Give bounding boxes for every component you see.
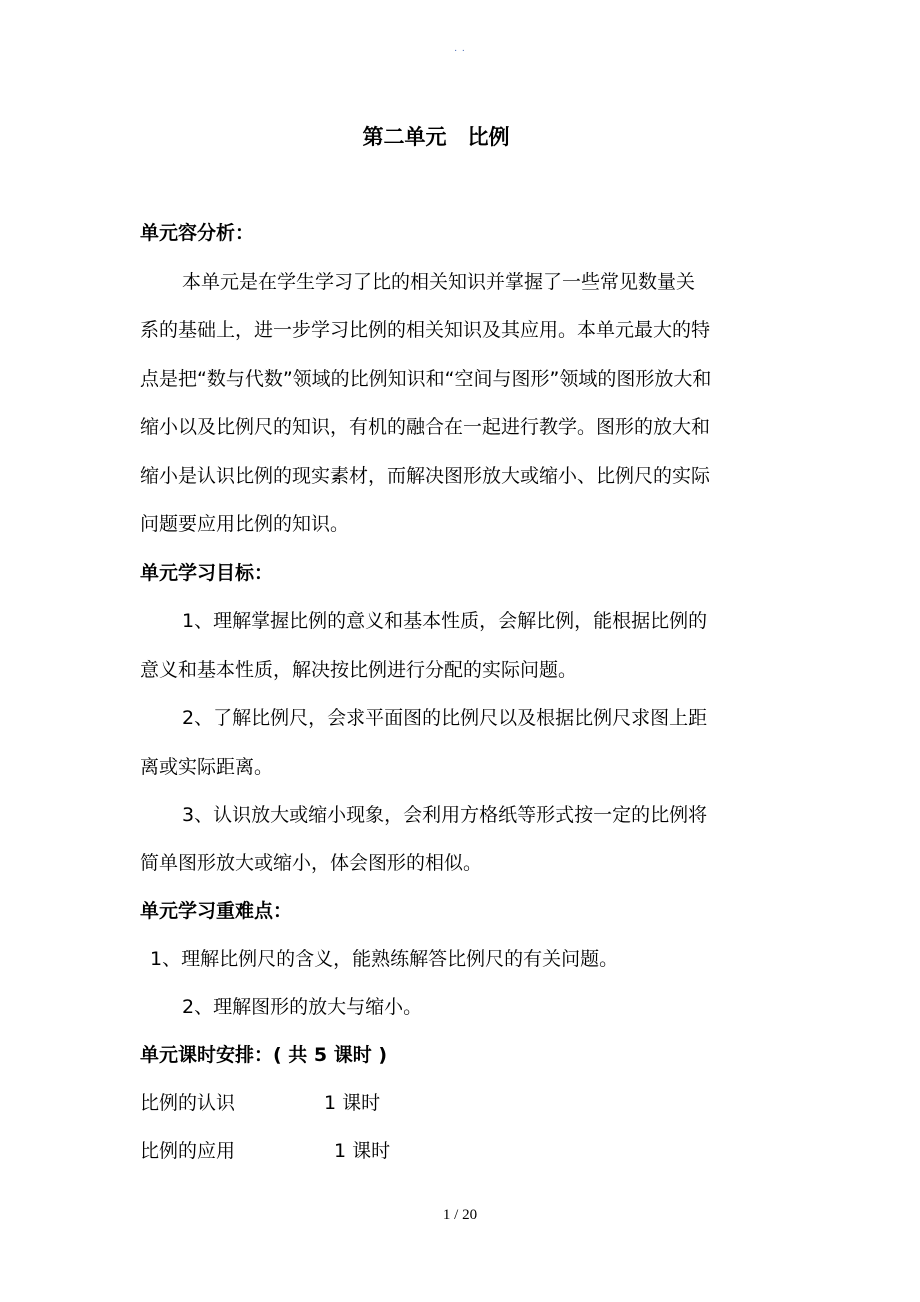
analysis-paragraph-line: 缩小以及比例尺的知识，有机的融合在一起进行教学。图形的放大和 [140,416,711,438]
goal-line: 简单图形放大或缩小，体会图形的相似。 [140,852,483,874]
page-title: 第二单元 比例 [362,125,510,149]
analysis-heading: 单元容分析： [140,222,255,244]
analysis-paragraph-line: 本单元是在学生学习了比的相关知识并掌握了一些常见数量关 [182,271,696,293]
goal-line: 意义和基本性质，解决按比例进行分配的实际问题。 [140,659,578,681]
goal-line: 2、了解比例尺，会求平面图的比例尺以及根据比例尺求图上距 [182,707,708,729]
key-points-heading: 单元学习重难点： [140,900,293,922]
analysis-paragraph-line: 问题要应用比例的知识。 [140,513,350,535]
analysis-paragraph-line: 系的基础上，进一步学习比例的相关知识及其应用。本单元最大的特 [140,319,711,341]
schedule-heading: 单元课时安排：( 共 5 课时 ) [140,1044,388,1066]
key-point-line: 2、理解图形的放大与缩小。 [182,996,423,1018]
schedule-item-hours: 1 课时 [334,1140,391,1162]
analysis-paragraph-line: 点是把“数与代数”领域的比例知识和“空间与图形”领域的图形放大和 [140,368,712,390]
goal-line: 3、认识放大或缩小现象，会利用方格纸等形式按一定的比例将 [182,804,708,826]
goal-line: 离或实际距离。 [140,756,274,778]
page-number: 1 / 20 [442,1207,478,1223]
goals-heading: 单元学习目标： [140,562,274,584]
schedule-item-name: 比例的认识 [140,1092,236,1114]
goal-line: 1、理解掌握比例的意义和基本性质，会解比例，能根据比例的 [182,610,708,632]
schedule-item-hours: 1 课时 [324,1092,381,1114]
header-mark: . . [454,44,466,54]
key-point-line: 1、理解比例尺的含义，能熟练解答比例尺的有关问题。 [150,948,619,970]
schedule-item-name: 比例的应用 [140,1140,236,1162]
analysis-paragraph-line: 缩小是认识比例的现实素材，而解决图形放大或缩小、比例尺的实际 [140,465,711,487]
